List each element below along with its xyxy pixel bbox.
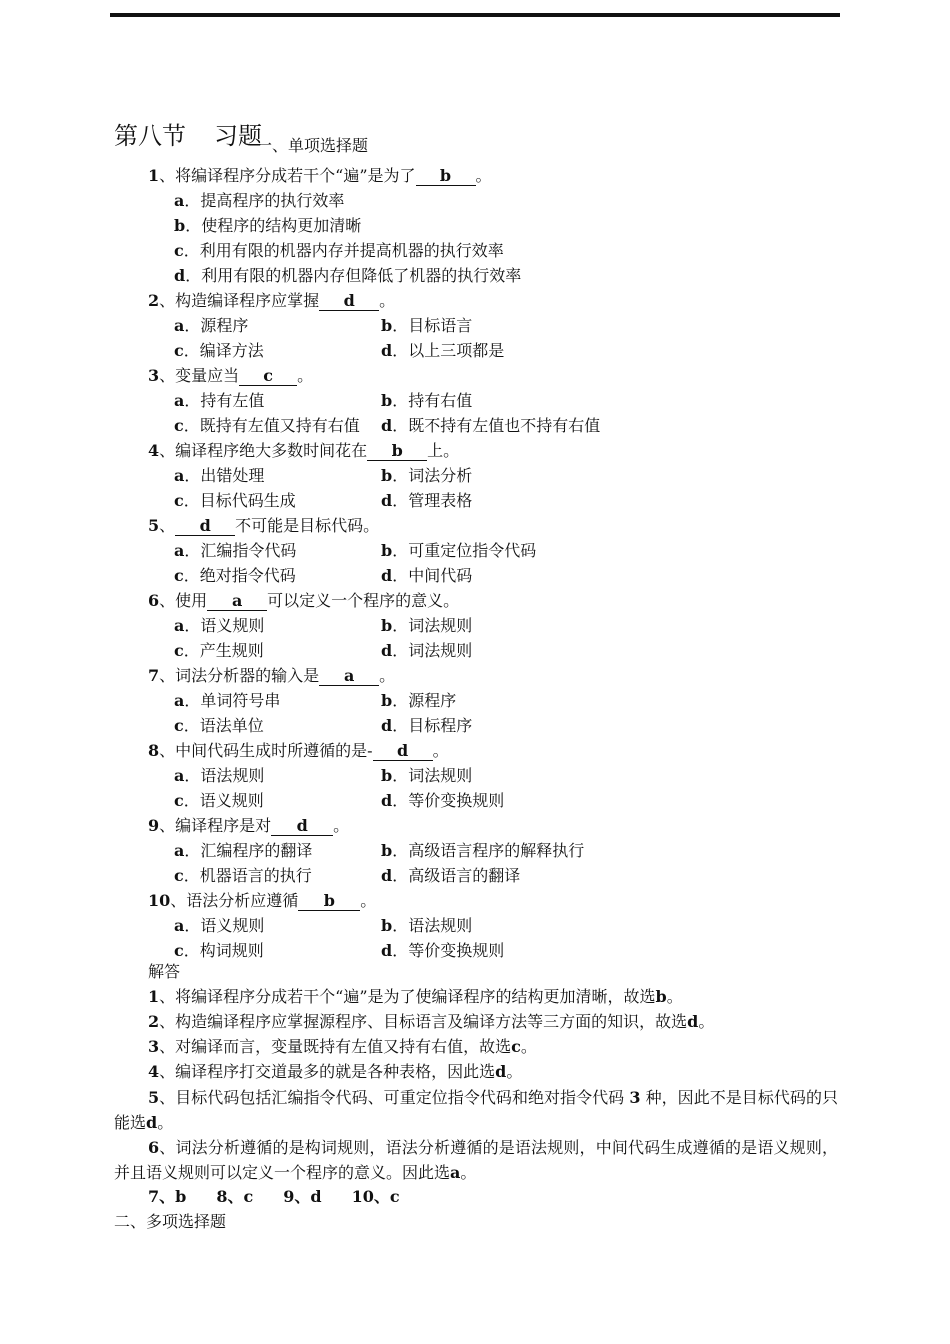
short-answer: 9、d: [283, 1187, 322, 1206]
option-b: b．词法规则: [381, 616, 473, 635]
answer-blank: b: [367, 442, 427, 461]
option-c: c．既持有左值又持有右值: [174, 416, 360, 435]
short-answer: 8、c: [216, 1187, 254, 1206]
answer-item: 6、词法分析遵循的是构词规则，语法分析遵循的是语法规则，中间代码生成遵循的是语义规则，并且语义规则可以定义一个程序的意义。因此选a。: [114, 1138, 838, 1182]
option-a: a．汇编指令代码: [174, 541, 297, 560]
answer-blank: c: [239, 367, 297, 386]
option-c: c．目标代码生成: [174, 491, 296, 510]
option-a: a．出错处理: [174, 466, 265, 485]
question-stem: 4、编译程序绝大多数时间花在 b 上。: [148, 441, 460, 460]
option-b: b．使程序的结构更加清晰: [174, 216, 362, 235]
option-a: a．源程序: [174, 316, 249, 335]
option-a: a．语义规则: [174, 616, 265, 635]
option-d: d．管理表格: [381, 491, 473, 510]
short-answer: 7、b: [148, 1187, 187, 1206]
question-stem: 10、语法分析应遵循 b 。: [148, 891, 377, 910]
option-c: c．编译方法: [174, 341, 264, 360]
question-stem: 1、将编译程序分成若干个“遍”是为了 b 。: [148, 166, 492, 185]
answer-item: 2、构造编译程序应掌握源程序、目标语言及编译方法等三方面的知识，故选d。: [148, 1012, 715, 1031]
option-d: d．利用有限的机器内存但降低了机器的执行效率: [174, 266, 522, 285]
option-c: c．语法单位: [174, 716, 264, 735]
option-c: c．产生规则: [174, 641, 264, 660]
option-d: d．中间代码: [381, 566, 473, 585]
answer-blank: d: [175, 517, 235, 536]
option-c: c．机器语言的执行: [174, 866, 312, 885]
answer-blank: d: [319, 292, 379, 311]
option-c: c．语义规则: [174, 791, 264, 810]
question-stem: 2、构造编译程序应掌握 d 。: [148, 291, 396, 310]
option-a: a．汇编程序的翻译: [174, 841, 313, 860]
option-a: a．单词符号串: [174, 691, 281, 710]
top-rule: [110, 13, 840, 17]
answer-blank: a: [207, 592, 267, 611]
option-b: b．词法分析: [381, 466, 473, 485]
short-answer: 10、c: [351, 1187, 400, 1206]
option-d: d．等价变换规则: [381, 941, 505, 960]
option-d: d．以上三项都是: [381, 341, 505, 360]
option-a: a．持有左值: [174, 391, 265, 410]
answer-item: 4、编译程序打交道最多的就是各种表格，因此选d。: [148, 1062, 523, 1081]
option-a: a．语法规则: [174, 766, 265, 785]
option-d: d．目标程序: [381, 716, 473, 735]
answer-blank: b: [416, 167, 476, 186]
short-answers: [148, 1187, 400, 1207]
option-b: b．高级语言程序的解释执行: [381, 841, 585, 860]
answer-blank: b: [298, 892, 360, 911]
page-title: 第八节 习题: [114, 122, 262, 150]
answer-blank: a: [319, 667, 379, 686]
answer-item: 5、目标代码包括汇编指令代码、可重定位指令代码和绝对指令代码 3 种，因此不是目标代码的只能选d。: [114, 1088, 838, 1132]
option-a: a．提高程序的执行效率: [174, 191, 345, 210]
answer-item: 1、将编译程序分成若干个“遍”是为了使编译程序的结构更加清晰，故选b。: [148, 987, 683, 1006]
option-d: d．既不持有左值也不持有右值: [381, 416, 601, 435]
option-c: c．利用有限的机器内存并提高机器的执行效率: [174, 241, 504, 260]
question-stem: 9、编译程序是对 d 。: [148, 816, 350, 835]
option-d: d．等价变换规则: [381, 791, 505, 810]
question-stem: 3、变量应当 c 。: [148, 366, 314, 385]
option-b: b．词法规则: [381, 766, 473, 785]
option-d: d．词法规则: [381, 641, 473, 660]
option-b: b．可重定位指令代码: [381, 541, 537, 560]
question-stem: 8、中间代码生成时所遵循的是- d 。: [148, 741, 449, 760]
question-stem: 5、 d 不可能是目标代码。: [148, 516, 380, 535]
question-stem: 7、词法分析器的输入是 a 。: [148, 666, 396, 685]
answer-blank: d: [271, 817, 333, 836]
option-a: a．语义规则: [174, 916, 265, 935]
option-d: d．高级语言的翻译: [381, 866, 521, 885]
answer-item: 3、对编译而言，变量既持有左值又持有右值，故选c。: [148, 1037, 537, 1056]
option-b: b．目标语言: [381, 316, 473, 335]
option-b: b．持有右值: [381, 391, 473, 410]
option-b: b．语法规则: [381, 916, 473, 935]
option-c: c．绝对指令代码: [174, 566, 296, 585]
answer-blank: d: [373, 742, 433, 761]
answers-heading: 解答: [148, 962, 181, 981]
section-heading-single-choice: 一、单项选择题: [256, 136, 369, 155]
option-c: c．构词规则: [174, 941, 264, 960]
section-heading-multiple-choice: 二、多项选择题: [114, 1212, 227, 1231]
question-stem: 6、使用 a 可以定义一个程序的意义。: [148, 591, 460, 610]
option-b: b．源程序: [381, 691, 457, 710]
